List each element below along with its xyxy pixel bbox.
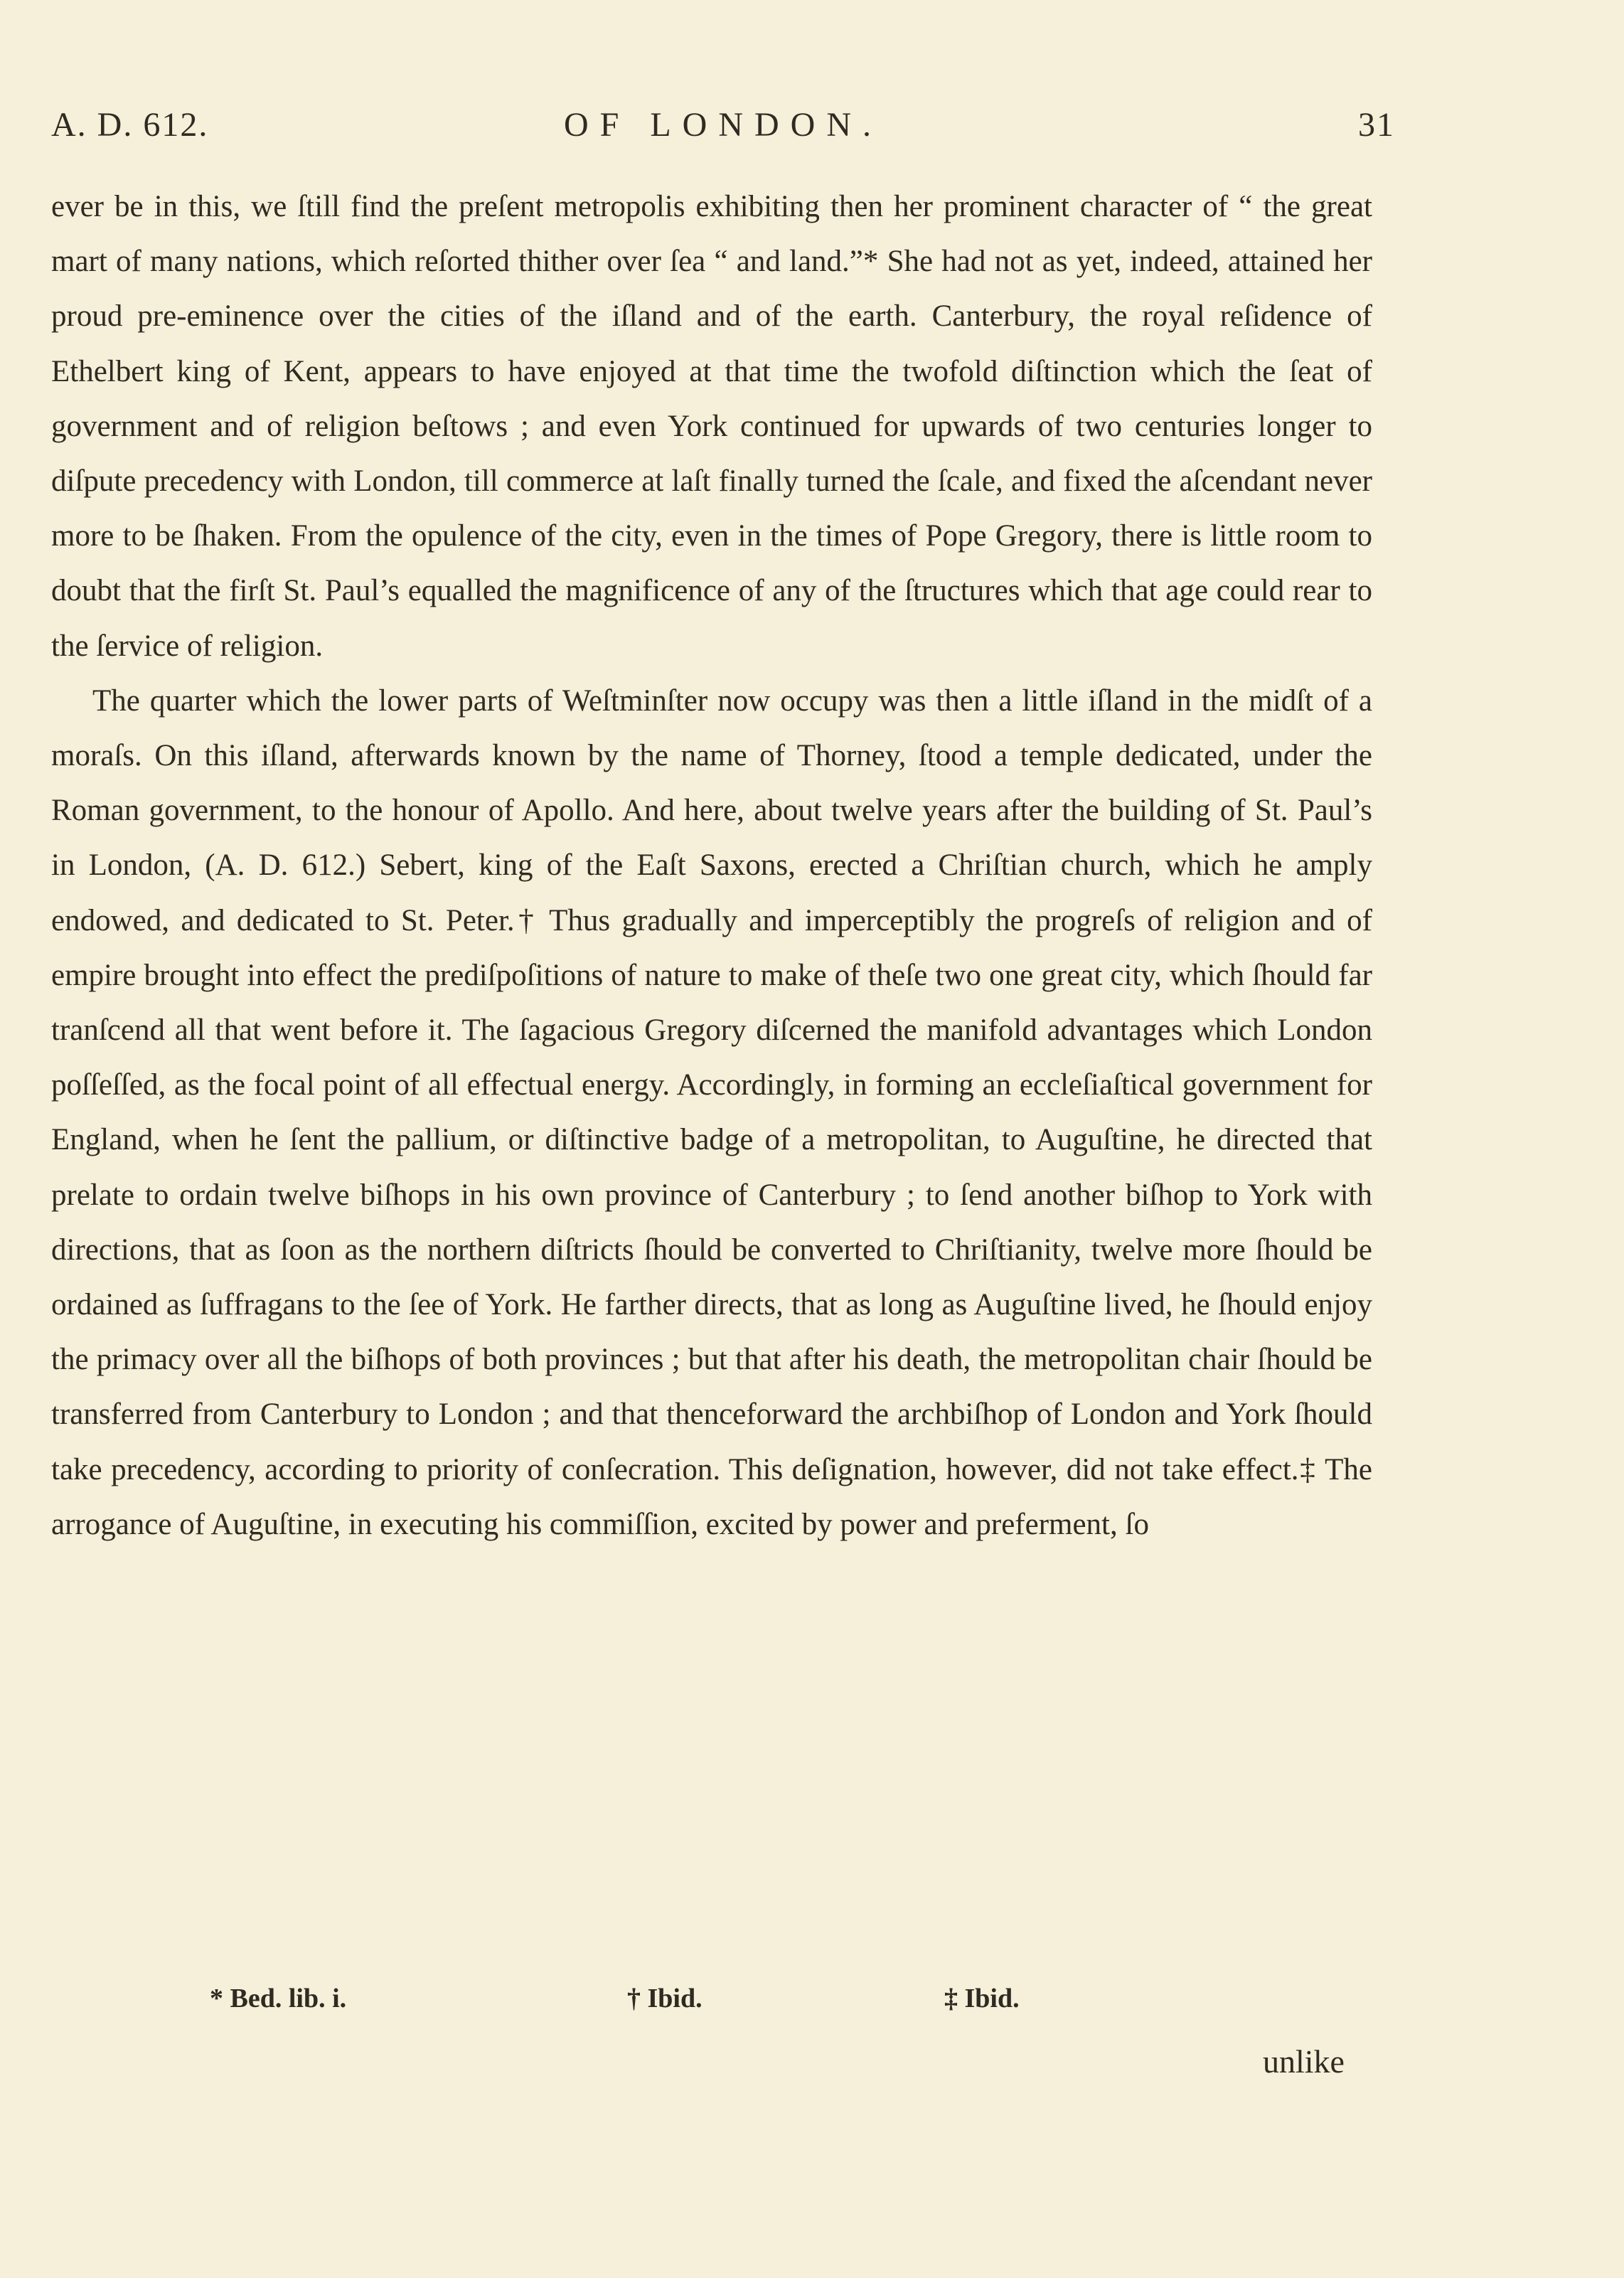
header-date: A. D. 612. — [51, 106, 209, 144]
running-header — [51, 105, 1395, 162]
catchword: unlike — [1263, 2043, 1345, 2080]
footnote-3: ‡ Ibid. — [944, 1984, 1020, 2013]
paragraph-1: ever be in this, we ſtill find the preſent metropolis exhibiting then her prominent character of “ the great mart of many nations, which reſorted thither over ſea “ and land.”* She had not as yet, indeed, attained her proud pre-eminence over the cities of the iſland and of the earth. Canterbury, the royal reſidence of Ethelbert king of Kent, appears to have enjoyed at that time the twofold diſtinction which the ſeat of government and of religion beſtows ; and even York continued for upwards of two centuries longer to diſpute precedency with London, till commerce at laſt finally turned the ſcale, and fixed the aſcendant never more to be ſhaken. From the opulence of the city, even in the times of Pope Gregory, there is little room to doubt that the firſt St. Paul’s equalled the magnificence of any of the ſtructures which that age could rear to the ſervice of religion. — [51, 190, 1372, 663]
body-text — [51, 179, 1372, 1552]
footnote-1: * Bed. lib. i. — [210, 1984, 347, 2013]
footnote-2: † Ibid. — [627, 1984, 703, 2013]
page-number: 31 — [1358, 106, 1395, 144]
paragraph-2: The quarter which the lower parts of Weſtminſter now occupy was then a little iſland in the midſt of a moraſs. On this iſland, afterwards known by the name of Thorney, ſtood a temple dedicated, under the Roman government, to the honour of Apollo. And here, about twelve years after the building of St. Paul’s in London, (A. D. 612.) Sebert, king of the Eaſt Saxons, erected a Chriſtian church, which he amply endowed, and dedicated to St. Peter.† Thus gradually and imperceptibly the progreſs of religion and of empire brought into effect the prediſpoſitions of nature to make of theſe two one great city, which ſhould far tranſcend all that went before it. The ſagacious Gregory diſcerned the manifold advantages which London poſſeſſed, as the focal point of all effectual energy. Accordingly, in forming an eccleſiaſtical government for England, when he ſent the pallium, or diſtinctive badge of a metropolitan, to Auguſtine, he directed that prelate to ordain twelve biſhops in his own province of Canterbury ; to ſend another biſhop to York with directions, that as ſoon as the northern diſtricts ſhould be converted to Chriſtianity, twelve more ſhould be ordained as ſuffragans to the ſee of York. He farther directs, that as long as Auguſtine lived, he ſhould enjoy the primacy over all the biſhops of both provinces ; but that after his death, the metropolitan chair ſhould be transferred from Canterbury to London ; and that thenceforward the archbiſhop of London and York ſhould take precedency, according to priority of conſecration. This deſignation, however, did not take effect.‡ The arrogance of Auguſtine, in executing his commiſſion, excited by power and preferment, ſo — [51, 683, 1372, 1541]
footnotes — [0, 1983, 1624, 2026]
header-title: OF LONDON. — [564, 106, 882, 144]
